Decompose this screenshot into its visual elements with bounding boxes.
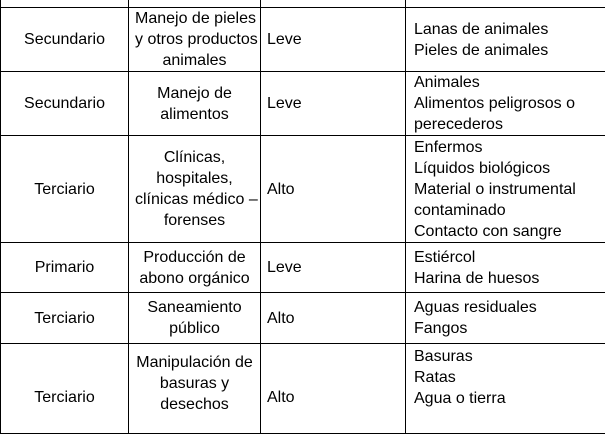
activity-line: hospitales, <box>135 168 254 189</box>
source-line: Animales <box>414 72 599 93</box>
sources-cell <box>406 293 605 344</box>
source-line: Ratas <box>414 367 599 388</box>
sector-cell <box>1 344 129 434</box>
sector-text: Terciario <box>34 389 94 406</box>
source-line: Estiércol <box>414 247 599 268</box>
risk-cell <box>261 293 406 344</box>
sources-cell <box>406 8 605 72</box>
table-row <box>1 344 605 434</box>
risk-cell <box>261 243 406 293</box>
sector-text: Primario <box>35 259 95 276</box>
source-line: Líquidos biológicos <box>414 158 599 179</box>
sector-cell <box>1 0 129 8</box>
sources-cell <box>406 243 605 293</box>
activity-line: abono orgánico <box>135 268 254 289</box>
sector-cell <box>1 8 129 72</box>
risk-text: Alto <box>267 310 295 327</box>
risk-text: Leve <box>267 31 302 48</box>
sector-cell <box>1 136 129 243</box>
source-line: contaminado <box>414 200 599 221</box>
activity-line: Clínicas, <box>135 147 254 168</box>
table-row <box>1 8 605 72</box>
activity-line: clínicas médico – <box>135 189 254 210</box>
source-line: Fangos <box>414 318 599 339</box>
source-line: Harina de huesos <box>414 268 599 289</box>
source-line: perecederos <box>414 114 599 135</box>
risk-cell <box>261 344 406 434</box>
sources-cell <box>406 0 605 8</box>
source-line: Agua o tierra <box>414 388 599 409</box>
sources-cell <box>406 136 605 243</box>
activity-line: Saneamiento <box>135 297 254 318</box>
sources-cell <box>406 344 605 434</box>
source-line: Contacto con sangre <box>414 221 599 242</box>
activity-cell <box>129 136 261 243</box>
risk-cell <box>261 8 406 72</box>
activity-cell <box>129 243 261 293</box>
activity-cell <box>129 72 261 136</box>
risk-cell <box>261 72 406 136</box>
table-row <box>1 136 605 243</box>
activity-line: basuras y <box>135 373 254 394</box>
activity-cell <box>129 0 261 8</box>
risk-cell <box>261 0 406 8</box>
sector-cell <box>1 293 129 344</box>
risk-cell <box>261 136 406 243</box>
activity-line: Manejo de <box>135 83 254 104</box>
source-line: Aguas residuales <box>414 297 599 318</box>
sector-text: Secundario <box>24 31 105 48</box>
activity-line: desechos <box>135 394 254 415</box>
source-line: Alimentos peligrosos o <box>414 93 599 114</box>
table-row <box>1 293 605 344</box>
sector-text: Secundario <box>24 95 105 112</box>
activity-cell <box>129 8 261 72</box>
sector-cell <box>1 72 129 136</box>
activity-cell <box>129 344 261 434</box>
activity-line: Manejo de pieles <box>135 8 254 29</box>
source-line: Enfermos <box>414 137 599 158</box>
risk-text: Alto <box>267 389 295 406</box>
source-line: Lanas de animales <box>414 19 599 40</box>
sector-cell <box>1 243 129 293</box>
activity-line: Producción de <box>135 247 254 268</box>
sector-text: Terciario <box>34 181 94 198</box>
activity-line: Manipulación de <box>135 352 254 373</box>
source-line: Material o instrumental <box>414 179 599 200</box>
table-row <box>1 0 605 8</box>
activity-line: público <box>135 318 254 339</box>
activity-line: forenses <box>135 210 254 231</box>
risk-table-body <box>1 0 605 434</box>
source-line: Pieles de animales <box>414 40 599 61</box>
risk-text: Leve <box>267 95 302 112</box>
sector-text: Terciario <box>34 310 94 327</box>
table-row <box>1 243 605 293</box>
activity-line: alimentos <box>135 104 254 125</box>
risk-text: Alto <box>267 181 295 198</box>
sources-cell <box>406 72 605 136</box>
activity-line: animales <box>135 50 254 71</box>
activity-cell <box>129 293 261 344</box>
risk-text: Leve <box>267 259 302 276</box>
source-line: Basuras <box>414 346 599 367</box>
table-row <box>1 72 605 136</box>
activity-line: y otros productos <box>135 29 254 50</box>
